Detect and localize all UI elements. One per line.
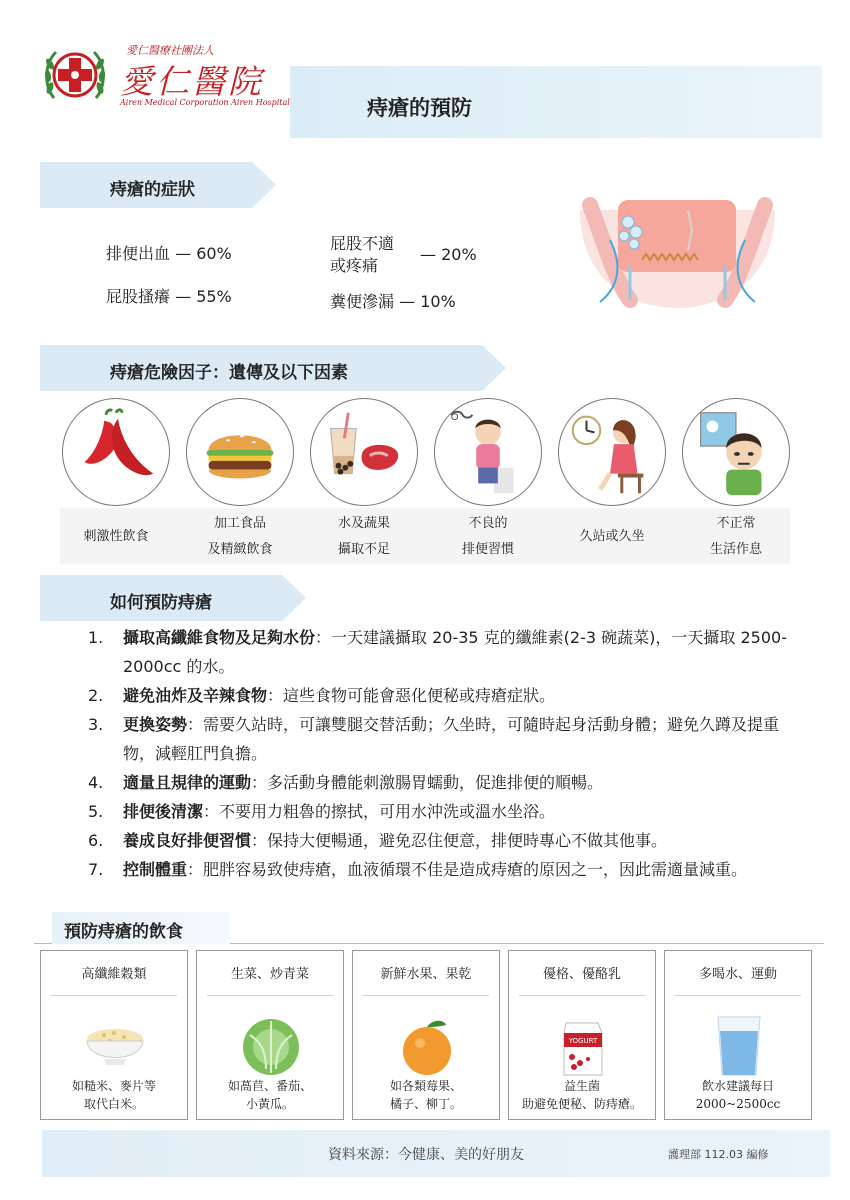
- hamburger-icon: [187, 399, 293, 505]
- risk-item-circle: [310, 398, 418, 506]
- diet-card-desc: 如各類莓果、 橘子、柳丁。: [389, 1079, 462, 1111]
- symptom-value: — 10%: [399, 292, 456, 311]
- risk-heading: 痔瘡危險因子：遺傳及以下因素: [110, 363, 348, 383]
- diet-card-desc: 如萵苣、番茄、 小黃瓜。: [227, 1079, 312, 1111]
- diet-card: [196, 950, 344, 1120]
- symptom-value: — 20%: [420, 245, 477, 264]
- diet-card-desc: 如糙米、麥片等 取代白米。: [71, 1079, 156, 1111]
- yogurt-carton-icon: [548, 1013, 618, 1079]
- symptom-item: [330, 233, 394, 277]
- symptom-item: [106, 241, 232, 264]
- symptom-value: — 55%: [175, 287, 232, 306]
- prevention-banner: [40, 575, 310, 621]
- prevention-list: [88, 623, 788, 884]
- symptom-item: [330, 289, 456, 312]
- prevention-item: 5. 排便後清潔：不要用力粗魯的擦拭，可用水沖洗或溫水坐浴。: [88, 802, 556, 821]
- diet-card-title: 新鮮水果、果乾: [380, 967, 472, 982]
- source-credit: 資料來源：今健康、美的好朋友: [328, 1147, 524, 1163]
- sitting-clock-icon: [559, 399, 665, 505]
- prevention-item: 3. 更換姿勢：需要久站時，可讓雙腿交替活動；久坐時，可隨時起身活動身體；避免久蹲及提重物，減輕肛門負擔。: [88, 715, 780, 763]
- risk-label: 加工食品 及精緻飲食: [207, 516, 273, 557]
- symptom-label: 糞便滲漏: [330, 292, 395, 311]
- grain-bowl-icon: [80, 1013, 150, 1079]
- hospital-name: 愛仁醫院: [120, 62, 264, 101]
- symptom-item: [106, 284, 232, 307]
- symptom-label: 排便出血: [106, 244, 171, 263]
- risk-item-circle: [682, 398, 790, 506]
- risk-label: 不良的 排便習慣: [461, 516, 514, 557]
- risk-item-circle: [186, 398, 294, 506]
- risk-label: 不正常 生活作息: [709, 516, 762, 557]
- page-title: 痔瘡的預防: [367, 96, 472, 120]
- prevention-item: 6. 養成良好排便習慣：保持大便暢通，避免忍住便意，排便時專心不做其他事。: [88, 831, 668, 850]
- prevention-item: 7. 控制體重：肥胖容易致使痔瘡，血液循環不佳是造成痔瘡的原因之一，因此需適量減重。: [88, 860, 748, 879]
- diet-card-title: 高纖維穀類: [81, 967, 147, 982]
- diet-card: [508, 950, 656, 1120]
- diet-card-desc: 飲水建議每日 2000~2500cc: [695, 1079, 781, 1111]
- prevention-heading: 如何預防痔瘡: [110, 593, 212, 613]
- cabbage-icon: [236, 1013, 306, 1079]
- bubble-tea-meat-icon: [311, 399, 417, 505]
- diet-card-title: 優格、優酪乳: [542, 967, 621, 982]
- hospital-logo: [40, 40, 290, 110]
- risk-label: 久站或久坐: [579, 529, 645, 544]
- hospital-english-name: Airen Medical Corporation Airen Hospital: [120, 98, 290, 107]
- prevention-item: 1. 攝取高纖維食物及足夠水份：一天建議攝取 20-35 克的纖維素(2-3 碗蔬菜)，一天攝取 2500-2000cc 的水。: [88, 628, 787, 676]
- org-line: 愛仁醫療社團法人: [126, 44, 214, 57]
- symptoms-heading: 痔瘡的症狀: [110, 180, 195, 200]
- risk-item-circle: [62, 398, 170, 506]
- risk-item-circle: [434, 398, 542, 506]
- diet-card: [664, 950, 812, 1120]
- risk-item-circle: [558, 398, 666, 506]
- diet-heading: 預防痔瘡的飲食: [64, 922, 183, 942]
- toilet-person-icon: [435, 399, 541, 505]
- prevention-item: 2. 避免油炸及辛辣食物：這些食物可能會惡化便秘或痔瘡症狀。: [88, 686, 556, 705]
- diet-card-title: 生菜、炒青菜: [230, 967, 309, 982]
- symptom-value: — 60%: [175, 244, 232, 263]
- risk-label: 水及蔬果 攝取不足: [337, 516, 390, 557]
- carton-label: YOGURT: [568, 1037, 598, 1045]
- symptom-label: 或疼痛: [330, 256, 379, 275]
- diet-card: [352, 950, 500, 1120]
- diet-card-title: 多喝水、運動: [698, 967, 777, 982]
- anatomy-illustration-icon: [570, 190, 785, 315]
- symptom-label: 屁股不適: [330, 234, 395, 253]
- diet-card-desc: 益生菌 助避免便秘、防痔瘡。: [521, 1079, 642, 1111]
- risk-label: 刺激性飲食: [83, 529, 149, 544]
- chili-pepper-icon: [63, 399, 169, 505]
- symptoms-banner: [40, 162, 280, 208]
- risk-banner: [40, 345, 510, 391]
- prevention-item: 4. 適量且規律的運動：多活動身體能刺激腸胃蠕動，促進排便的順暢。: [88, 773, 604, 792]
- orange-icon: [392, 1013, 462, 1079]
- water-glass-icon: [704, 1013, 774, 1079]
- diet-card: [40, 950, 188, 1120]
- revision-note: 護理部 112.03 編修: [668, 1148, 769, 1161]
- symptom-label: 屁股搔癢: [106, 287, 171, 306]
- hospital-emblem-icon: [40, 40, 110, 110]
- tired-boy-icon: [683, 399, 789, 505]
